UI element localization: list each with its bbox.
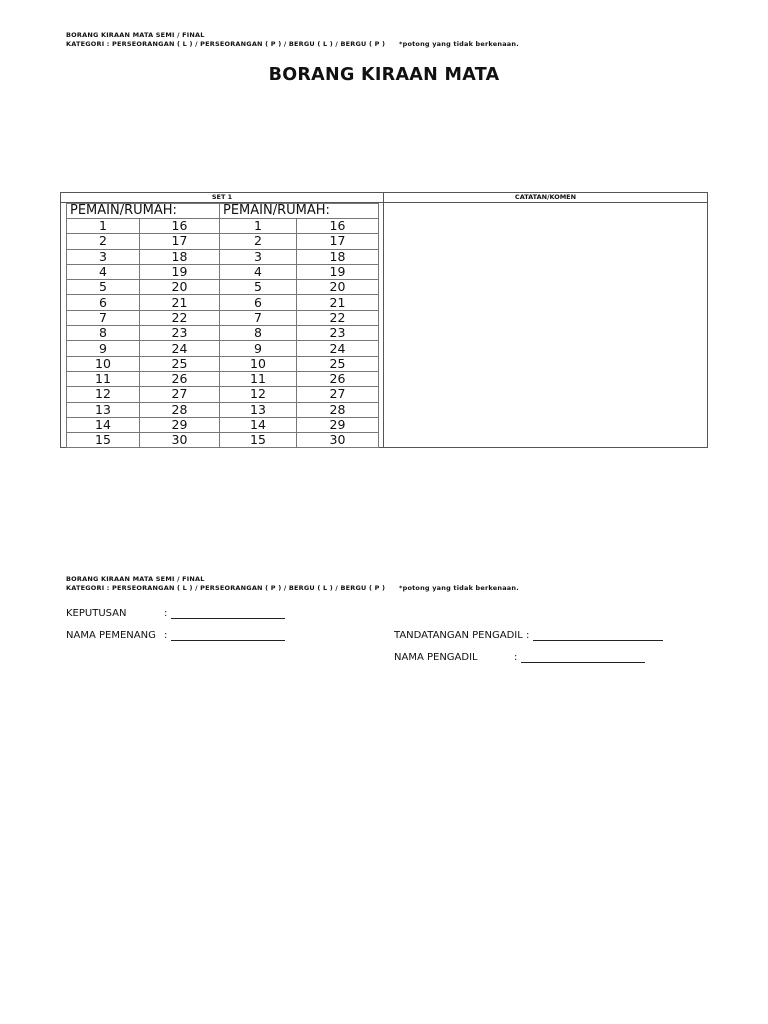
score-cell[interactable]: 3 (220, 249, 297, 264)
nama-pengadil-label: NAMA PENGADIL (394, 652, 478, 663)
score-cell[interactable]: 15 (220, 433, 297, 448)
score-cell[interactable]: 25 (297, 356, 379, 371)
score-cell[interactable]: 28 (140, 402, 220, 417)
score-cell[interactable]: 12 (220, 387, 297, 402)
score-row (67, 402, 379, 417)
player-label-right[interactable]: PEMAIN/RUMAH: (220, 204, 379, 219)
score-cell[interactable]: 11 (220, 371, 297, 386)
score-row (67, 264, 379, 279)
score-cell[interactable]: 21 (140, 295, 220, 310)
score-cell[interactable]: 27 (297, 387, 379, 402)
form-header-bottom (66, 575, 519, 593)
nama-pengadil-row (394, 652, 478, 663)
score-cell[interactable]: 4 (67, 264, 140, 279)
nama-pengadil-field[interactable] (521, 652, 645, 663)
category-label: KATEGORI : PERSEORANGAN ( L ) / PERSEORANGAN ( P ) / BERGU ( L ) / BERGU ( P ) (66, 40, 386, 48)
notes-label: CATATAN/KOMEN (514, 193, 577, 201)
nama-pemenang-row (66, 630, 156, 641)
keputusan-row (66, 608, 127, 619)
score-cell[interactable]: 3 (67, 249, 140, 264)
score-cell[interactable]: 25 (140, 356, 220, 371)
score-cell[interactable]: 11 (67, 371, 140, 386)
table-header-row (61, 193, 707, 203)
nama-pemenang-field[interactable] (171, 630, 285, 641)
score-row (67, 387, 379, 402)
score-cell[interactable]: 17 (297, 234, 379, 249)
score-cell[interactable]: 1 (67, 219, 140, 234)
score-row (67, 234, 379, 249)
score-row (67, 249, 379, 264)
score-row (67, 310, 379, 325)
score-cell[interactable]: 15 (67, 433, 140, 448)
score-row (67, 326, 379, 341)
nama-pengadil-value[interactable] (514, 652, 645, 663)
strike-note-2: *potong yang tidak berkenaan. (399, 584, 519, 592)
score-table-frame (60, 192, 708, 448)
score-cell[interactable]: 16 (297, 219, 379, 234)
score-cell[interactable]: 23 (297, 326, 379, 341)
keputusan-label: KEPUTUSAN (66, 608, 127, 619)
score-cell[interactable]: 1 (220, 219, 297, 234)
score-cell[interactable]: 9 (67, 341, 140, 356)
score-row (67, 341, 379, 356)
score-cell[interactable]: 10 (220, 356, 297, 371)
strike-note: *potong yang tidak berkenaan. (399, 40, 519, 48)
score-cell[interactable]: 4 (220, 264, 297, 279)
score-cell[interactable]: 17 (140, 234, 220, 249)
tandatangan-label: TANDATANGAN PENGADIL (394, 630, 523, 641)
score-row (67, 295, 379, 310)
colon: : (164, 608, 168, 619)
notes-area[interactable] (384, 203, 707, 447)
score-cell[interactable]: 14 (220, 417, 297, 432)
score-cell[interactable]: 13 (67, 402, 140, 417)
score-cell[interactable]: 23 (140, 326, 220, 341)
score-row (67, 433, 379, 448)
score-cell[interactable]: 28 (297, 402, 379, 417)
score-cell[interactable]: 20 (297, 280, 379, 295)
form-type-label-2: BORANG KIRAAN MATA SEMI / FINAL (66, 575, 205, 583)
score-cell[interactable]: 9 (220, 341, 297, 356)
score-row (67, 356, 379, 371)
score-cell[interactable]: 7 (220, 310, 297, 325)
colon: : (514, 652, 518, 663)
score-cell[interactable]: 19 (297, 264, 379, 279)
score-cell[interactable]: 29 (297, 417, 379, 432)
set-label: SET 1 (211, 193, 233, 201)
score-cell[interactable]: 20 (140, 280, 220, 295)
score-cell[interactable]: 5 (67, 280, 140, 295)
form-type-label: BORANG KIRAAN MATA SEMI / FINAL (66, 31, 205, 39)
category-label-2: KATEGORI : PERSEORANGAN ( L ) / PERSEORANGAN ( P ) / BERGU ( L ) / BERGU ( P ) (66, 584, 386, 592)
tandatangan-row (394, 630, 663, 641)
score-cell[interactable]: 22 (140, 310, 220, 325)
score-cell[interactable]: 13 (220, 402, 297, 417)
tandatangan-field[interactable] (533, 630, 663, 641)
score-cell[interactable]: 18 (297, 249, 379, 264)
score-cell[interactable]: 10 (67, 356, 140, 371)
score-cell[interactable]: 8 (67, 326, 140, 341)
colon: : (525, 630, 530, 641)
score-row (67, 280, 379, 295)
score-cell[interactable]: 16 (140, 219, 220, 234)
score-cell[interactable]: 24 (297, 341, 379, 356)
score-cell[interactable]: 6 (220, 295, 297, 310)
score-cell[interactable]: 21 (297, 295, 379, 310)
score-cell[interactable]: 30 (140, 433, 220, 448)
score-row (67, 219, 379, 234)
score-cell[interactable]: 27 (140, 387, 220, 402)
score-cell[interactable]: 8 (220, 326, 297, 341)
score-cell[interactable]: 14 (67, 417, 140, 432)
score-cell[interactable]: 2 (220, 234, 297, 249)
score-cell[interactable]: 29 (140, 417, 220, 432)
score-grid (66, 203, 379, 448)
page-title: BORANG KIRAAN MATA (268, 65, 500, 85)
keputusan-field[interactable] (171, 608, 285, 619)
score-row (67, 417, 379, 432)
score-cell[interactable]: 2 (67, 234, 140, 249)
score-cell[interactable]: 24 (140, 341, 220, 356)
form-header-top (66, 31, 519, 49)
score-cell[interactable]: 30 (297, 433, 379, 448)
nama-pemenang-label: NAMA PEMENANG (66, 630, 156, 641)
score-cell[interactable]: 6 (67, 295, 140, 310)
keputusan-value[interactable] (164, 608, 285, 619)
score-cell[interactable]: 5 (220, 280, 297, 295)
score-row (67, 371, 379, 386)
nama-pemenang-value[interactable] (164, 630, 285, 641)
player-label-left[interactable]: PEMAIN/RUMAH: (67, 204, 220, 219)
score-cell[interactable]: 18 (140, 249, 220, 264)
score-cell[interactable]: 26 (140, 371, 220, 386)
score-cell[interactable]: 26 (297, 371, 379, 386)
score-cell[interactable]: 12 (67, 387, 140, 402)
colon: : (164, 630, 168, 641)
score-cell[interactable]: 22 (297, 310, 379, 325)
score-cell[interactable]: 19 (140, 264, 220, 279)
player-header-row (67, 204, 379, 219)
score-cell[interactable]: 7 (67, 310, 140, 325)
